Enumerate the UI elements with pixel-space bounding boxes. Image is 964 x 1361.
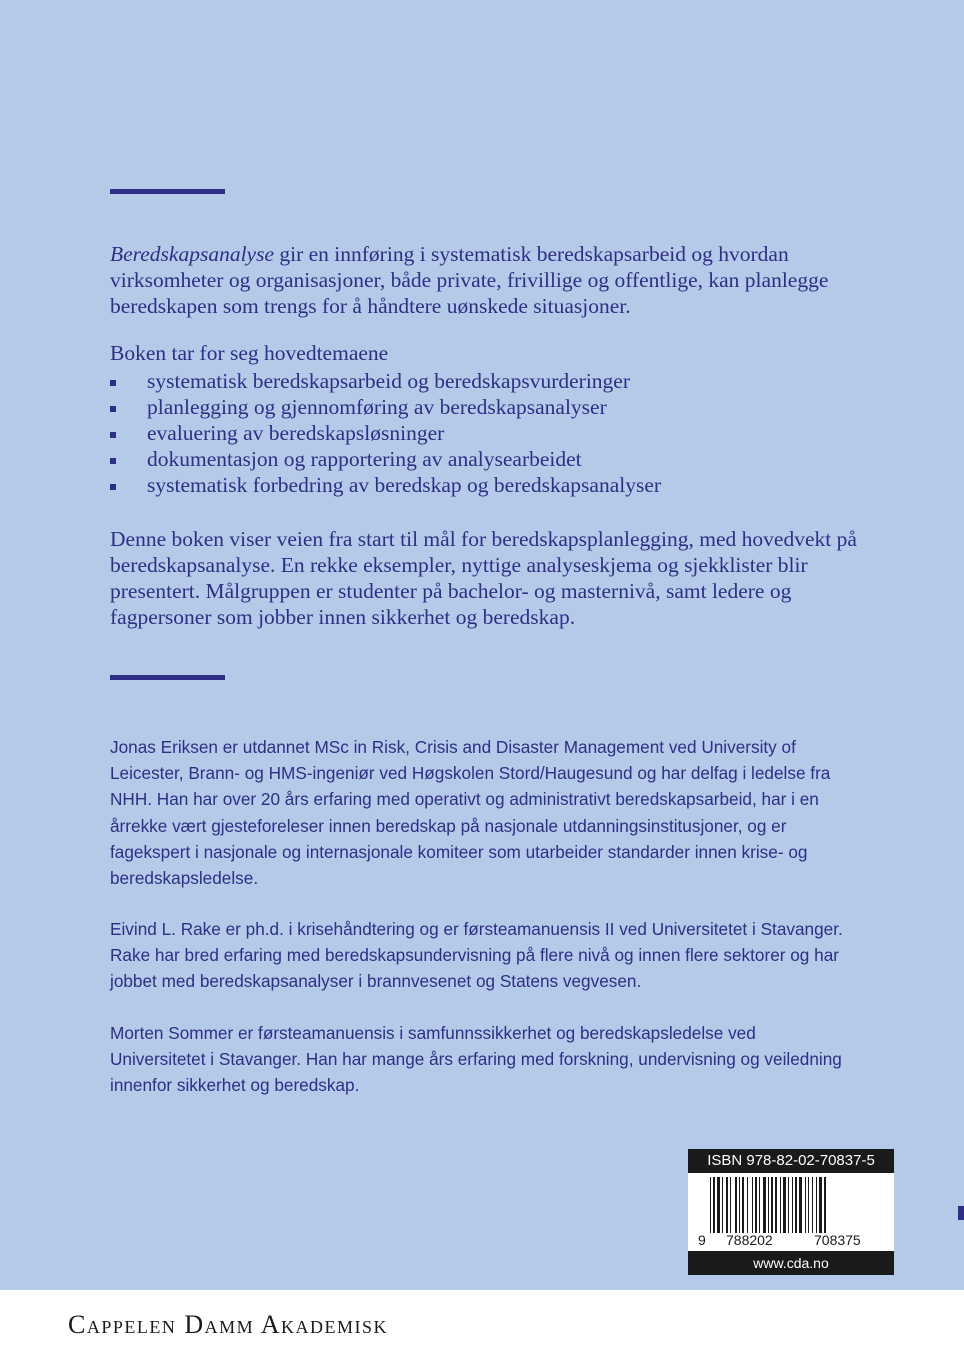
author-name: Jonas Eriksen	[110, 737, 218, 757]
themes-list	[110, 368, 870, 498]
square-bullet-icon	[110, 380, 116, 386]
barcode-icon	[696, 1177, 886, 1249]
barcode-digits-left: 788202	[726, 1232, 773, 1248]
author-bio-text: er ph.d. i krisehåndtering og er førsteamanuensis II ved Universitetet i Stavanger. Rake har bred erfaring med beredskapsundervisning på flere nivå og innen flere sektorer og har jobbet med beredskapsanalyser i brannvesenet og Statens vegvesen.	[110, 919, 843, 992]
book-title-italic: Beredskapsanalyse	[110, 242, 274, 266]
list-item-text: evaluering av beredskapsløsninger	[147, 421, 445, 445]
list-item-text: systematisk beredskapsarbeid og beredskapsvurderinger	[147, 369, 631, 393]
author-name: Eivind L. Rake	[110, 919, 221, 939]
list-item-text: planlegging og gjennomføring av beredskapsanalyser	[147, 395, 607, 419]
list-item	[110, 368, 870, 394]
author-bio-1	[110, 734, 850, 891]
square-bullet-icon	[110, 484, 116, 490]
summary-paragraph	[110, 526, 870, 630]
divider-rule-top	[110, 189, 225, 194]
barcode-digits-right: 708375	[814, 1232, 861, 1248]
author-bio-2	[110, 916, 850, 995]
list-item	[110, 446, 870, 472]
list-item	[110, 394, 870, 420]
list-item-text: dokumentasjon og rapportering av analysearbeidet	[147, 447, 582, 471]
square-bullet-icon	[110, 406, 116, 412]
themes-heading-text: Boken tar for seg hovedtemaene	[110, 341, 389, 365]
author-bio-3	[110, 1020, 850, 1099]
summary-text: Denne boken viser veien fra start til mål for beredskapsplanlegging, med hovedvekt på beredskapsanalyse. En rekke eksempler, nyttige analyseskjema og sjekklister blir presentert. Målgruppen er studenter på bachelor- og masternivå, samt ledere og fagpersoner som jobber innen sikkerhet og beredskap.	[110, 527, 857, 629]
publisher-footer	[0, 1290, 964, 1361]
square-bullet-icon	[110, 458, 116, 464]
intro-text: gir en innføring i systematisk beredskapsarbeid og hvordan virksomheter og organisasjoner, både private, frivillige og offentlige, kan planlegge beredskapen som trengs for å håndtere uønskede situasjoner.	[110, 242, 829, 318]
isbn-barcode-box	[688, 1149, 894, 1275]
list-item-text: systematisk forbedring av beredskap og beredskapsanalyser	[147, 473, 662, 497]
list-item	[110, 472, 870, 498]
list-item	[110, 420, 870, 446]
intro-paragraph	[110, 241, 870, 319]
divider-rule-bottom	[110, 675, 225, 680]
author-bio-text: er førsteamanuensis i samfunnssikkerhet og beredskapsledelse ved Universitetet i Stavanger. Han har mange års erfaring med forskning, undervisning og veiledning innenfor sikkerhet og beredskap.	[110, 1023, 842, 1096]
themes-heading	[110, 340, 870, 366]
isbn-label: ISBN 978-82-02-70837-5	[688, 1149, 894, 1173]
author-name: Morten Sommer	[110, 1023, 234, 1043]
publisher-logo: Cappelen Damm Akademisk	[68, 1310, 388, 1339]
barcode-digit-first: 9	[698, 1232, 706, 1248]
edge-mark	[958, 1206, 964, 1220]
square-bullet-icon	[110, 432, 116, 438]
website-url: www.cda.no	[688, 1251, 894, 1275]
author-bio-text: er utdannet MSc in Risk, Crisis and Disaster Management ved University of Leicester, Brann- og HMS-ingeniør ved Høgskolen Stord/Haugesund og har delfag i ledelse fra NHH. Han har over 20 års erfaring med operativt og administrativt beredskapsarbeid, har i en årrekke vært gjesteforeleser innen beredskap på nasjonale utdanningsinstitusjoner, og er fagekspert i nasjonale og internasjonale komiteer som utarbeider standarder innen krise- og beredskapsledelse.	[110, 737, 831, 889]
